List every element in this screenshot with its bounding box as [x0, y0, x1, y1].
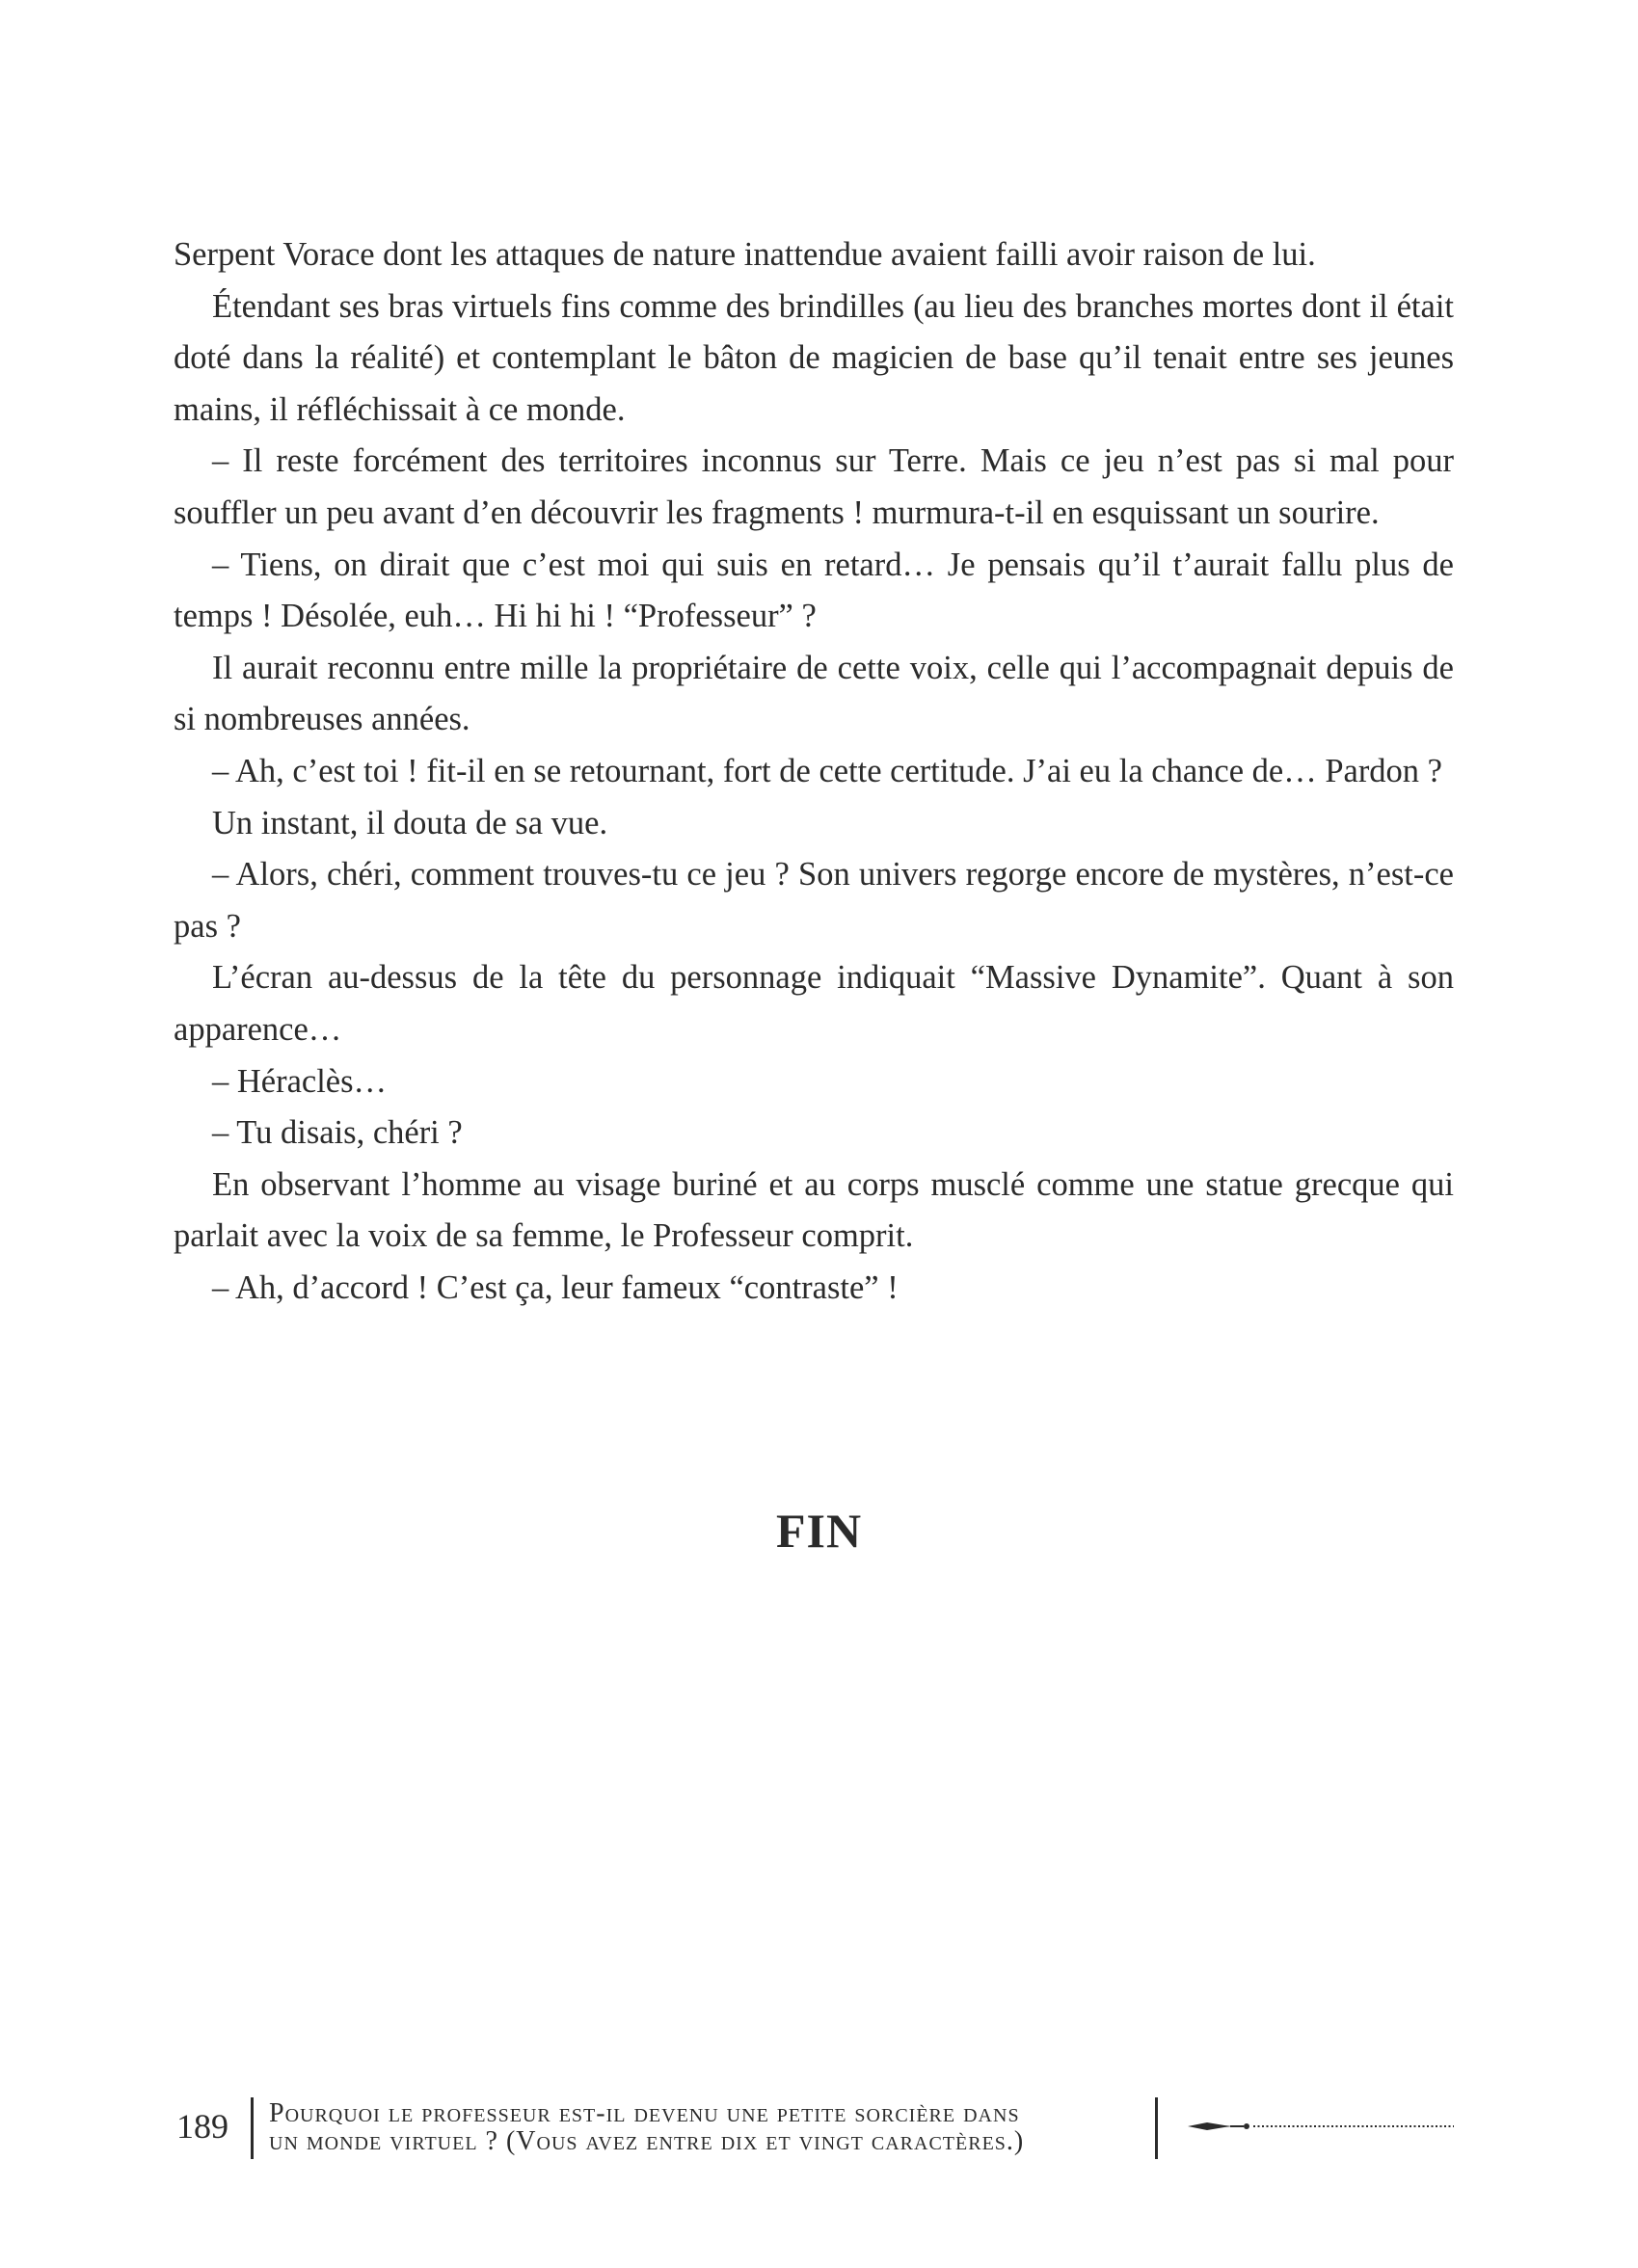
footer-divider-right — [1155, 2097, 1158, 2159]
page-number: 189 — [176, 2107, 228, 2146]
end-title: FIN — [775, 1504, 863, 1558]
paragraph: – Il reste forcément des territoires inconnus sur Terre. Mais ce jeu n’est pas si mal pour souffler un peu avant d’en découvrir les fragments ! murmura-t-il en esquissant un sourire. — [174, 442, 1454, 531]
paragraph: – Tiens, on dirait que c’est moi qui suis en retard… Je pensais qu’il t’aurait fallu plus de temps ! Désolée, euh… Hi hi hi ! “Professeur” ? — [174, 546, 1454, 635]
paragraph: – Héraclès… — [212, 1062, 388, 1100]
running-title — [269, 2099, 1146, 2155]
paragraph: – Alors, chéri, comment trouves-tu ce jeu ? Son univers regorge encore de mystères, n’est-ce pas ? — [174, 856, 1454, 945]
paragraph: En observant l’homme au visage buriné et au corps musclé comme une statue grecque qui parlait avec la voix de sa femme, le Professeur comprit. — [174, 1165, 1454, 1255]
paragraph: L’écran au-dessus de la tête du personnage indiquait “Massive Dynamite”. Quant à son apparence… — [174, 959, 1454, 1048]
paragraph: – Ah, c’est toi ! fit-il en se retournant, fort de cette certitude. J’ai eu la chance de… Pardon ? — [212, 752, 1442, 789]
paragraph: – Tu disais, chéri ? — [212, 1114, 463, 1152]
story-text — [174, 229, 1454, 1314]
paragraph: Un instant, il douta de sa vue. — [212, 804, 608, 841]
paragraph: Il aurait reconnu entre mille la propriétaire de cette voix, celle qui l’accompagnait depuis de si nombreuses années. — [174, 649, 1454, 738]
page-footer — [174, 2094, 1454, 2161]
paragraph: Serpent Vorace dont les attaques de nature inattendue avaient failli avoir raison de lui. — [174, 236, 1316, 273]
quill-pen-icon — [1186, 2117, 1456, 2136]
paragraph: – Ah, d’accord ! C’est ça, leur fameux “contraste” ! — [212, 1268, 899, 1306]
running-title-line: Pourquoi le professeur est-il devenu une petite sorcière dans — [269, 2098, 1020, 2128]
running-title-line: un monde virtuel ? (Vous avez entre dix et vingt caractères.) — [269, 2126, 1025, 2156]
footer-divider-left — [251, 2097, 254, 2159]
paragraph: Étendant ses bras virtuels fins comme des brindilles (au lieu des branches mortes dont il était doté dans la réalité) et contemplant le bâton de magicien de base qu’il tenait entre ses jeunes mains, il réfléchissait à ce monde. — [174, 287, 1454, 428]
